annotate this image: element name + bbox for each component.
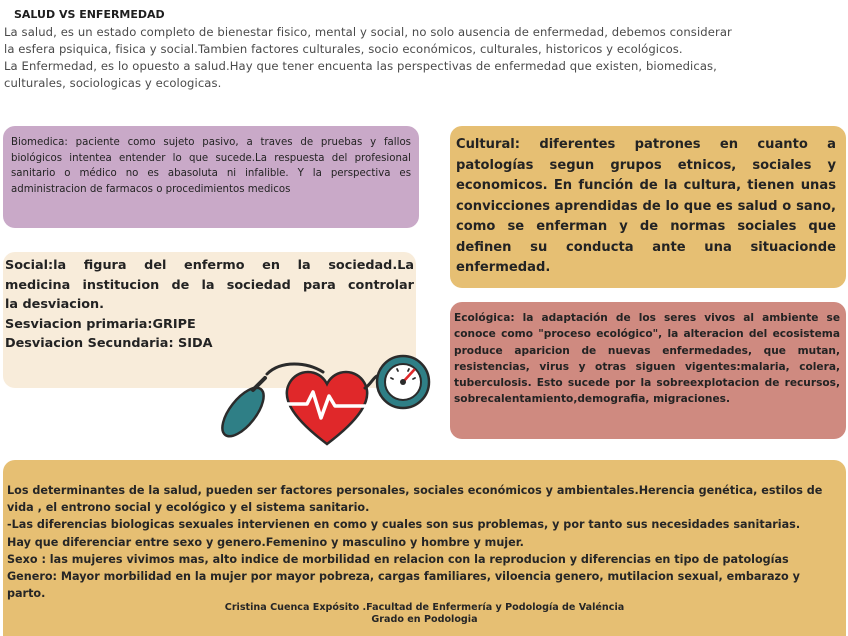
ecologica-text: Ecológica: la adaptación de los seres vivos al ambiente se conoce como "proceso ecológico", la alteracion del ecosistema produce aparicion de nuevas enfermedades, que mutan, resistencias, virus y otras siguen vigentes:malaria, colera, tuberculosis. Esto sucede por la sobreexplotacion de recursos, sobrecalentamiento,demografia, migraciones. [454,312,840,406]
biomedica-box [3,126,419,228]
desviacion-secundaria: Desviacion Secundaria: SIDA [5,336,213,351]
determinantes-line: Sexo : las mujeres vivimos mas, alto indice de morbilidad en relacion con la reproducion y diferencias en tipo de patologías [7,552,789,566]
determinantes-line: Genero: Mayor morbilidad en la mujer por mayor pobreza, cargas familiares, viloencia genero, mutilacion sexual, embarazo y parto. [7,570,800,601]
cultural-box [450,126,846,288]
intro-line: La salud, es un estado completo de bienestar fisico, mental y social, no solo ausencia de enfermedad, debemos considerar [4,25,732,39]
determinantes-line: Hay que diferenciar entre sexo y genero.Femenino y masculino y hombre y mujer. [7,535,524,549]
social-line: Social:la figura del enfermo en la sociedad.La [5,258,414,273]
pressure-gauge-icon [377,356,429,408]
author-credit: Cristina Cuenca Expósito .Facultad de Enfermería y Podología de Valéncia [224,602,625,614]
intro-line: la esfera psiquica, fisica y social.Tambien factores culturales, socio económicos, culturales, historicos y ecológicos. [4,42,683,56]
determinantes-line: -Las diferencias biologicas sexuales intervienen en como y cuales son sus problemas, y por tanto sus necesidades sanitarias. [7,518,801,532]
blood-pressure-illustration [215,354,445,450]
social-line: medicina institucion de la sociedad para controlar [5,277,414,293]
determinantes-box [3,460,846,636]
biomedica-text: Biomedica: paciente como sujeto pasivo, a traves de pruebas y fallos biológicos intentea entender lo que sucede.La respuesta del profesional sanitario o médico no es abasoluta ni infalible. Y la perspectiva es administracion de farmacos o procedimientos medicos [11,137,411,195]
desviacion-primaria: Sesviacion primaria:GRIPE [5,316,196,332]
intro-line: La Enfermedad, es lo opuesto a salud.Hay que tener encuenta las perspectivas de enfermedad que existen, biomedicas, [4,59,717,73]
intro-text [4,24,846,92]
cultural-text: Cultural: diferentes patrones en cuanto a patologías segun grupos etnicos, sociales y economicos. En función de la cultura, tienen unas convicciones aprendidas de lo que es salud o sano, como se enferman y de normas sociales que definen su conducta ante una situacionde enfermedad. [456,137,836,275]
heart-icon [287,372,377,444]
page-title: SALUD VS ENFERMEDAD [14,8,165,21]
intro-line: culturales, sociologicas y ecologicas. [4,76,222,90]
determinantes-line: Los determinantes de la salud, pueden ser factores personales, sociales económicos y ambientales.Herencia genética, estilos de vida , el entrono social y ecológico y el sistema sanitario. [7,484,823,515]
ecologica-box [450,302,846,439]
degree-credit: Grado en Podologia [371,614,478,626]
social-line: la desviacion. [5,297,105,312]
